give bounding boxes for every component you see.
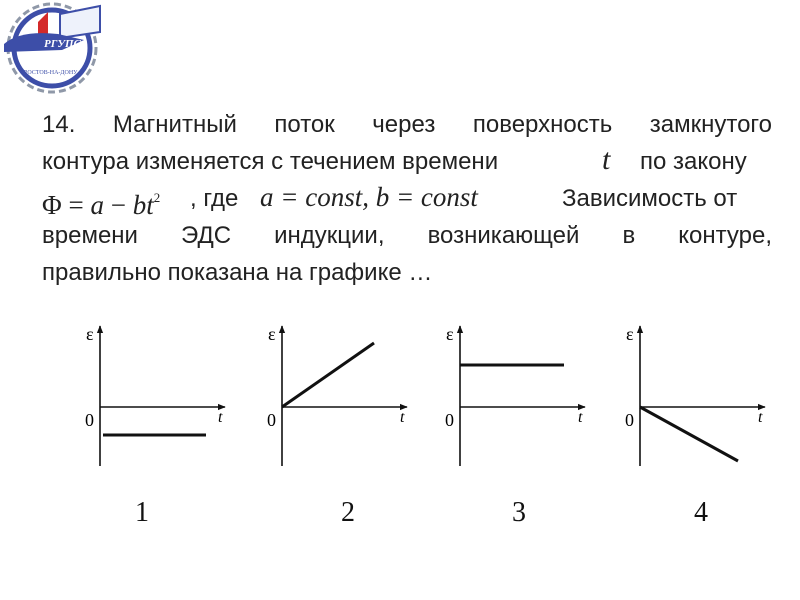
question-line-1-text: Магнитный поток через поверхность замкнутого [112, 111, 773, 138]
time-variable: t [602, 143, 611, 176]
origin-label: 0 [445, 410, 454, 430]
emf-line [640, 407, 738, 461]
question-line-1 [42, 106, 772, 143]
x-axis-label: t [218, 409, 223, 426]
graph-number-3: 3 [512, 497, 526, 528]
question-number: 14. [42, 111, 76, 138]
graph-4 [620, 318, 800, 473]
y-axis-label: ε [268, 324, 276, 344]
question-line-5: правильно показана на графике … [42, 259, 433, 286]
origin-label: 0 [625, 410, 634, 430]
constants-formula: a = const, b = const [260, 182, 478, 212]
graph-3 [440, 318, 620, 473]
question-text [42, 106, 772, 291]
question-line-4: времени ЭДС индукции, возникающей в контуре, [42, 222, 772, 249]
graph-number-1: 1 [135, 497, 149, 528]
y-axis-label: ε [446, 324, 454, 344]
question-line-3 [42, 180, 772, 220]
x-axis-label: t [758, 409, 763, 426]
university-logo [0, 0, 110, 95]
emf-line [282, 343, 374, 407]
question-line-3-end: Зависимость от [562, 185, 738, 212]
flux-formula: $\Phi = a - bt^2$ [42, 190, 161, 220]
graph-number-4: 4 [694, 497, 708, 528]
x-axis-label: t [400, 409, 405, 426]
question-line-2 [42, 143, 772, 180]
logo-ring-text: РОСТОВ-НА-ДОНУ [24, 70, 78, 76]
question-line-2-end: по закону [640, 148, 747, 175]
y-axis-label: ε [86, 324, 94, 344]
logo-text: РГУПС [44, 38, 81, 50]
origin-label: 0 [85, 410, 94, 430]
question-line-2-text: контура изменяется с течением времени [42, 148, 499, 175]
where-word: , где [190, 185, 239, 212]
origin-label: 0 [267, 410, 276, 430]
y-axis-label: ε [626, 324, 634, 344]
graph-2 [262, 318, 442, 473]
x-axis-label: t [578, 409, 583, 426]
graph-number-2: 2 [341, 497, 355, 528]
graph-1 [80, 318, 260, 473]
